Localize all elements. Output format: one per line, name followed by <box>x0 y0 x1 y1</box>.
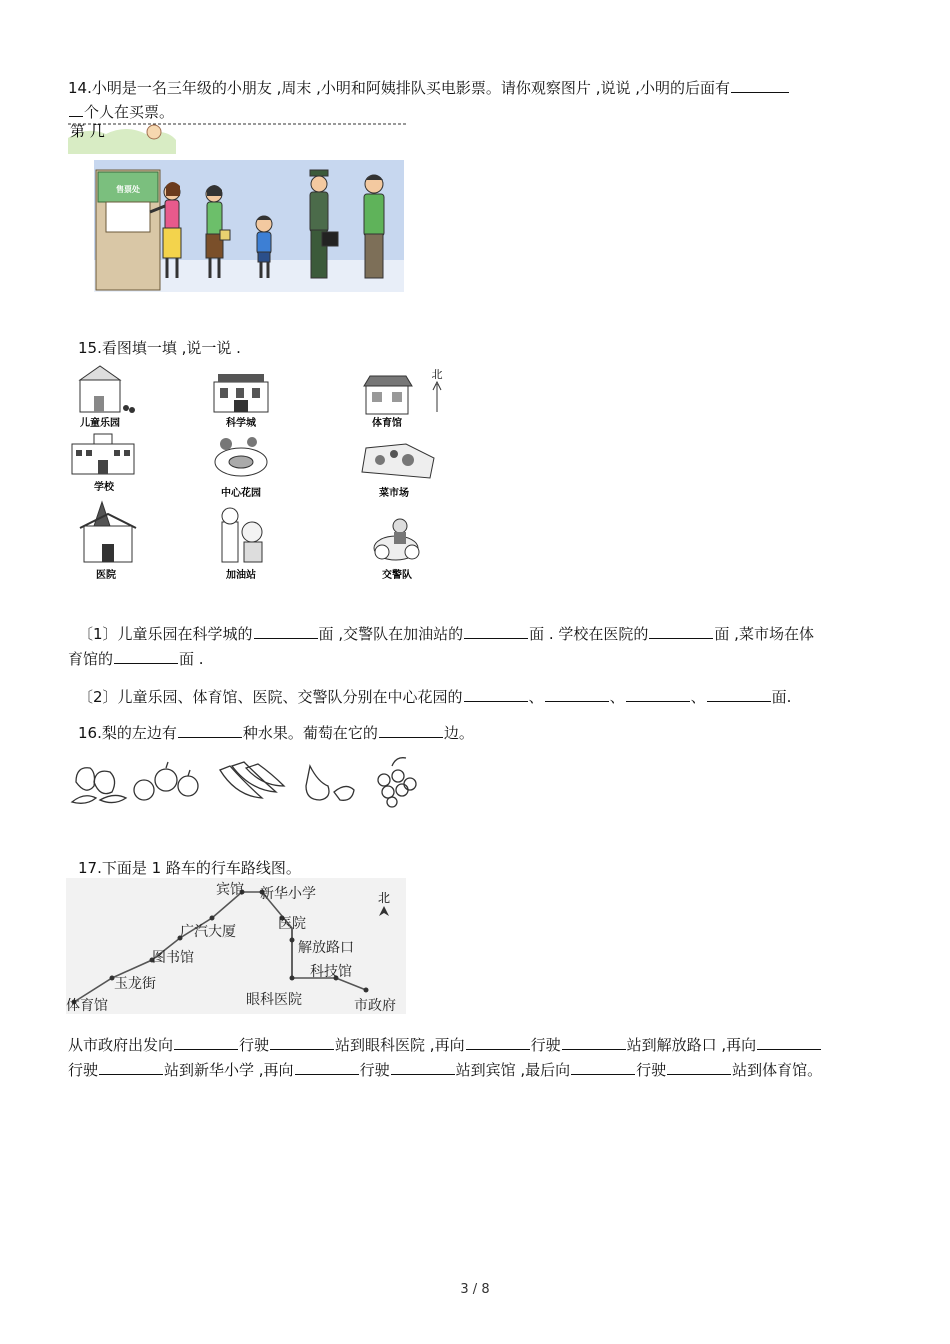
q17-text: 行驶 <box>359 1061 390 1079</box>
stop-label: 眼科医院 <box>246 992 302 1008</box>
q15-sub1-text: 育馆的 <box>68 650 114 668</box>
q14-text: 14.小明是一名三年级的小朋友 ,周末 ,小明和阿姨排队买电影票。请你观察图片 ,说说 ,小明的后面有 <box>68 79 731 97</box>
q15-sub1-text: 面 . 学校在医院的 <box>529 625 649 643</box>
gas-station-icon <box>222 508 262 562</box>
q15-sub1-text: 面 . <box>179 650 204 668</box>
booth-sign: 售票处 <box>116 185 140 194</box>
place-label: 菜市场 <box>379 488 409 499</box>
q14-text-2: 个人在买票。 <box>84 103 175 121</box>
q17-line1 <box>68 1033 880 1057</box>
answer-blank[interactable] <box>571 1058 635 1075</box>
stop-label: 新华小学 <box>260 886 316 902</box>
stop-label: 宾馆 <box>216 882 244 898</box>
q16-text: 16.梨的左边有 <box>78 724 177 742</box>
peach-icon <box>72 768 126 804</box>
stadium-icon <box>364 376 412 414</box>
q15-sub1-line2 <box>68 647 880 671</box>
q15-sub1-text: 面 ,菜市场在体 <box>714 625 814 643</box>
q17-text: 站到体育馆。 <box>732 1061 823 1079</box>
fruit-row <box>66 752 438 812</box>
separator: 、 <box>609 688 625 706</box>
child-face-icon <box>147 125 161 139</box>
stop-label: 玉龙街 <box>114 976 156 992</box>
place-label: 学校 <box>94 482 114 493</box>
booth-window <box>106 202 150 232</box>
location-map <box>66 362 452 588</box>
q17-title <box>68 856 890 880</box>
answer-blank[interactable] <box>254 622 318 639</box>
answer-blank[interactable] <box>69 100 83 117</box>
map-background <box>66 878 406 1014</box>
place-label: 体育馆 <box>372 418 402 429</box>
q17-text: 行驶 <box>239 1036 270 1054</box>
q17-text: 行驶 <box>530 1036 561 1054</box>
q15-sub1-text: 〔1〕儿童乐园在科学城的 <box>78 625 253 643</box>
place-label: 儿童乐园 <box>80 418 120 429</box>
answer-blank[interactable] <box>379 721 443 738</box>
banana-icon <box>220 762 284 798</box>
north-label: 北 <box>431 368 443 381</box>
apple-icon <box>134 762 198 800</box>
answer-blank[interactable] <box>295 1058 359 1075</box>
traffic-police-icon <box>374 519 419 560</box>
separator: 、 <box>528 688 544 706</box>
pear-icon <box>306 766 354 800</box>
place-label: 医院 <box>96 570 116 581</box>
answer-blank[interactable] <box>464 622 528 639</box>
q16-line <box>68 721 890 745</box>
answer-blank[interactable] <box>174 1033 238 1050</box>
q17-text: 站到解放路口 ,再向 <box>626 1036 757 1054</box>
q17-text: 站到眼科医院 ,再向 <box>335 1036 465 1054</box>
answer-blank[interactable] <box>99 1058 163 1075</box>
q17-text: 行驶 <box>68 1061 99 1079</box>
stop-label: 解放路口 <box>298 940 354 956</box>
playground-icon <box>80 366 135 413</box>
school-icon <box>72 434 134 474</box>
q17-text: 站到宾馆 ,最后向 <box>455 1061 571 1079</box>
answer-blank[interactable] <box>391 1058 455 1075</box>
stop-label: 图书馆 <box>152 950 194 966</box>
bus-route-map <box>66 878 406 1014</box>
central-garden-icon <box>215 437 267 476</box>
place-label: 加油站 <box>226 570 256 581</box>
place-label: 交警队 <box>382 570 412 581</box>
answer-blank[interactable] <box>178 721 242 738</box>
north-label: 北 <box>377 891 391 905</box>
q17-line2 <box>68 1058 880 1082</box>
page-number: 3 / 8 <box>460 1282 490 1297</box>
answer-blank[interactable] <box>562 1033 626 1050</box>
answer-blank[interactable] <box>545 685 609 702</box>
answer-blank[interactable] <box>667 1058 731 1075</box>
answer-blank[interactable] <box>270 1033 334 1050</box>
stop-label: 市政府 <box>354 998 396 1014</box>
stop-label: 科技馆 <box>310 964 352 980</box>
answer-blank[interactable] <box>757 1033 821 1050</box>
hospital-icon <box>80 502 136 562</box>
q16-text: 种水果。葡萄在它的 <box>242 724 378 742</box>
answer-blank[interactable] <box>626 685 690 702</box>
queue-picture <box>66 120 408 296</box>
market-icon <box>362 444 434 478</box>
answer-blank[interactable] <box>731 76 789 93</box>
q17-text: 行驶 <box>636 1061 667 1079</box>
answer-blank[interactable] <box>466 1033 530 1050</box>
q15-sub2 <box>68 685 880 709</box>
grape-icon <box>378 758 416 807</box>
stop-label: 医院 <box>278 916 306 932</box>
q15-sub1-line1 <box>68 622 880 646</box>
q15-title-text: 15.看图填一填 ,说一说 . <box>78 339 241 357</box>
q15-sub2-text: 〔2〕儿童乐园、体育馆、医院、交警队分别在中心花园的 <box>78 688 463 706</box>
science-city-icon <box>214 374 268 412</box>
answer-blank[interactable] <box>114 647 178 664</box>
separator: 、 <box>690 688 706 706</box>
q15-sub1-text: 面 ,交警队在加油站的 <box>318 625 464 643</box>
answer-blank[interactable] <box>707 685 771 702</box>
stop-label: 体育馆 <box>66 998 108 1014</box>
q15-sub2-text: 面. <box>771 688 792 706</box>
q17-title-text: 17.下面是 1 路车的行车路线图。 <box>78 859 301 877</box>
answer-blank[interactable] <box>464 685 528 702</box>
q16-text: 边。 <box>443 724 474 742</box>
q17-text: 站到新华小学 ,再向 <box>164 1061 294 1079</box>
stop-label: 广汽大厦 <box>180 924 236 940</box>
q17-text: 从市政府出发向 <box>68 1036 174 1054</box>
place-label: 中心花园 <box>221 488 261 499</box>
q14-line1 <box>68 76 880 100</box>
q15-title <box>68 336 890 360</box>
banner-text: 第 几 <box>70 122 105 140</box>
place-label: 科学城 <box>226 418 256 429</box>
answer-blank[interactable] <box>649 622 713 639</box>
